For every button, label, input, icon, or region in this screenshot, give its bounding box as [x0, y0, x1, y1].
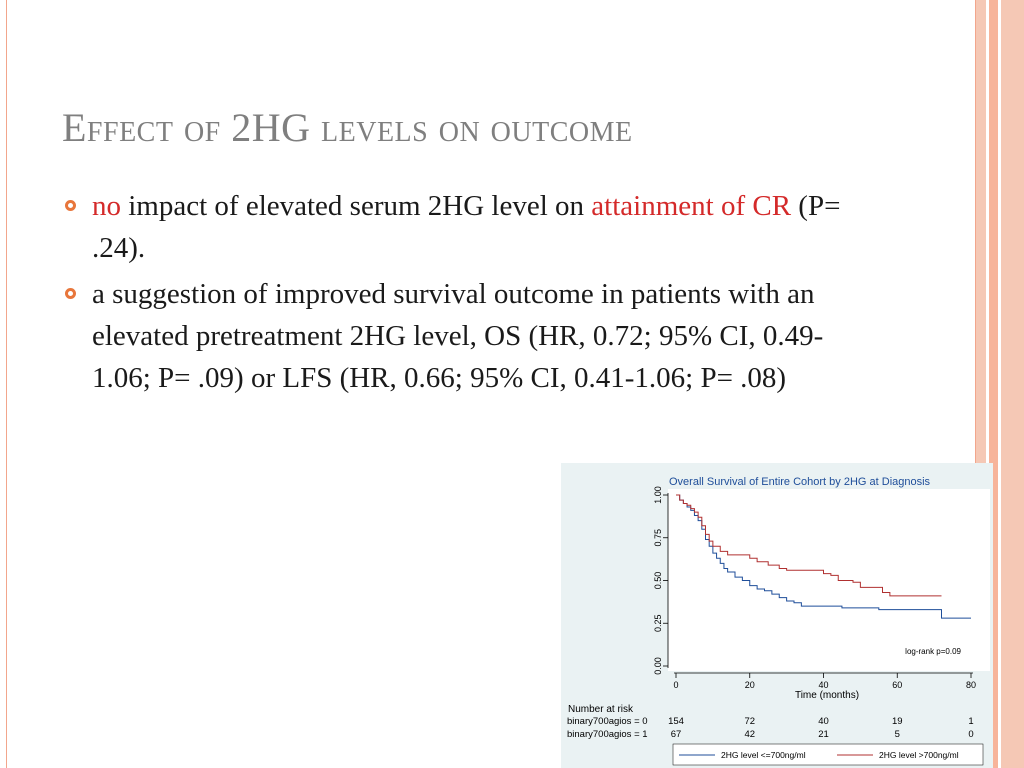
y-tick-label: 0.25 [653, 614, 663, 633]
bullet-list [62, 185, 882, 403]
risk-value: 1 [968, 716, 974, 727]
survival-chart-image [561, 463, 993, 768]
y-tick-label: 1.00 [653, 486, 663, 504]
x-tick-label: 0 [673, 680, 679, 690]
x-axis-label: Time (months) [794, 690, 860, 701]
bullet-text-segment: (P= .24). [92, 190, 841, 264]
legend-label: 2HG level <=700ng/ml [721, 750, 806, 760]
bullet-circle-icon [65, 200, 76, 211]
bullet-circle-icon [65, 288, 76, 299]
risk-value: 40 [818, 716, 829, 727]
bullet-text: a suggestion of improved survival outcome in patients with an elevated pretreatment 2HG level, OS (HR, 0.72; 95% CI, 0.49-1.06; P= .09) or LFS (HR, 0.66; 95% CI, 0.41-1.06; P= .08) [92, 278, 824, 394]
risk-value: 154 [668, 716, 684, 727]
risk-value: 19 [891, 716, 903, 727]
y-tick-label: 0.50 [653, 571, 663, 590]
survival-chart [561, 463, 993, 768]
bullet-text [92, 190, 840, 264]
emphasis-attainment-of-cr: attainment of CR [591, 190, 792, 222]
risk-table-title: Number at risk [567, 704, 633, 715]
risk-value: 0 [968, 729, 974, 740]
bullet-text-segment: impact of elevated serum 2HG level on [121, 190, 592, 222]
risk-value: 67 [670, 729, 682, 740]
log-rank-annotation: log-rank p=0.09 [905, 647, 961, 656]
x-tick-label: 40 [818, 680, 829, 690]
bullet-item-survival [62, 273, 882, 399]
risk-value: 5 [894, 729, 900, 740]
plot-panel [668, 489, 990, 671]
x-tick-label: 60 [892, 680, 903, 690]
y-tick-label: 0.00 [653, 657, 663, 675]
risk-value: 42 [744, 729, 756, 740]
slide-title: Effect of 2HG levels on outcome [62, 105, 633, 150]
x-tick-label: 20 [744, 680, 755, 690]
risk-value: 72 [744, 716, 756, 727]
chart-title: Overall Survival of Entire Cohort by 2HG at Diagnosis [669, 476, 931, 488]
y-tick-label: 0.75 [653, 528, 663, 547]
risk-row-label: binary700agios = 1 [567, 729, 648, 740]
risk-value: 21 [818, 729, 829, 740]
x-tick-label: 80 [965, 680, 977, 690]
bullet-item-cr-impact [62, 185, 882, 269]
legend-label: 2HG level >700ng/ml [879, 750, 959, 760]
emphasis-no: no [92, 190, 121, 222]
risk-row-label: binary700agios = 0 [567, 716, 648, 727]
